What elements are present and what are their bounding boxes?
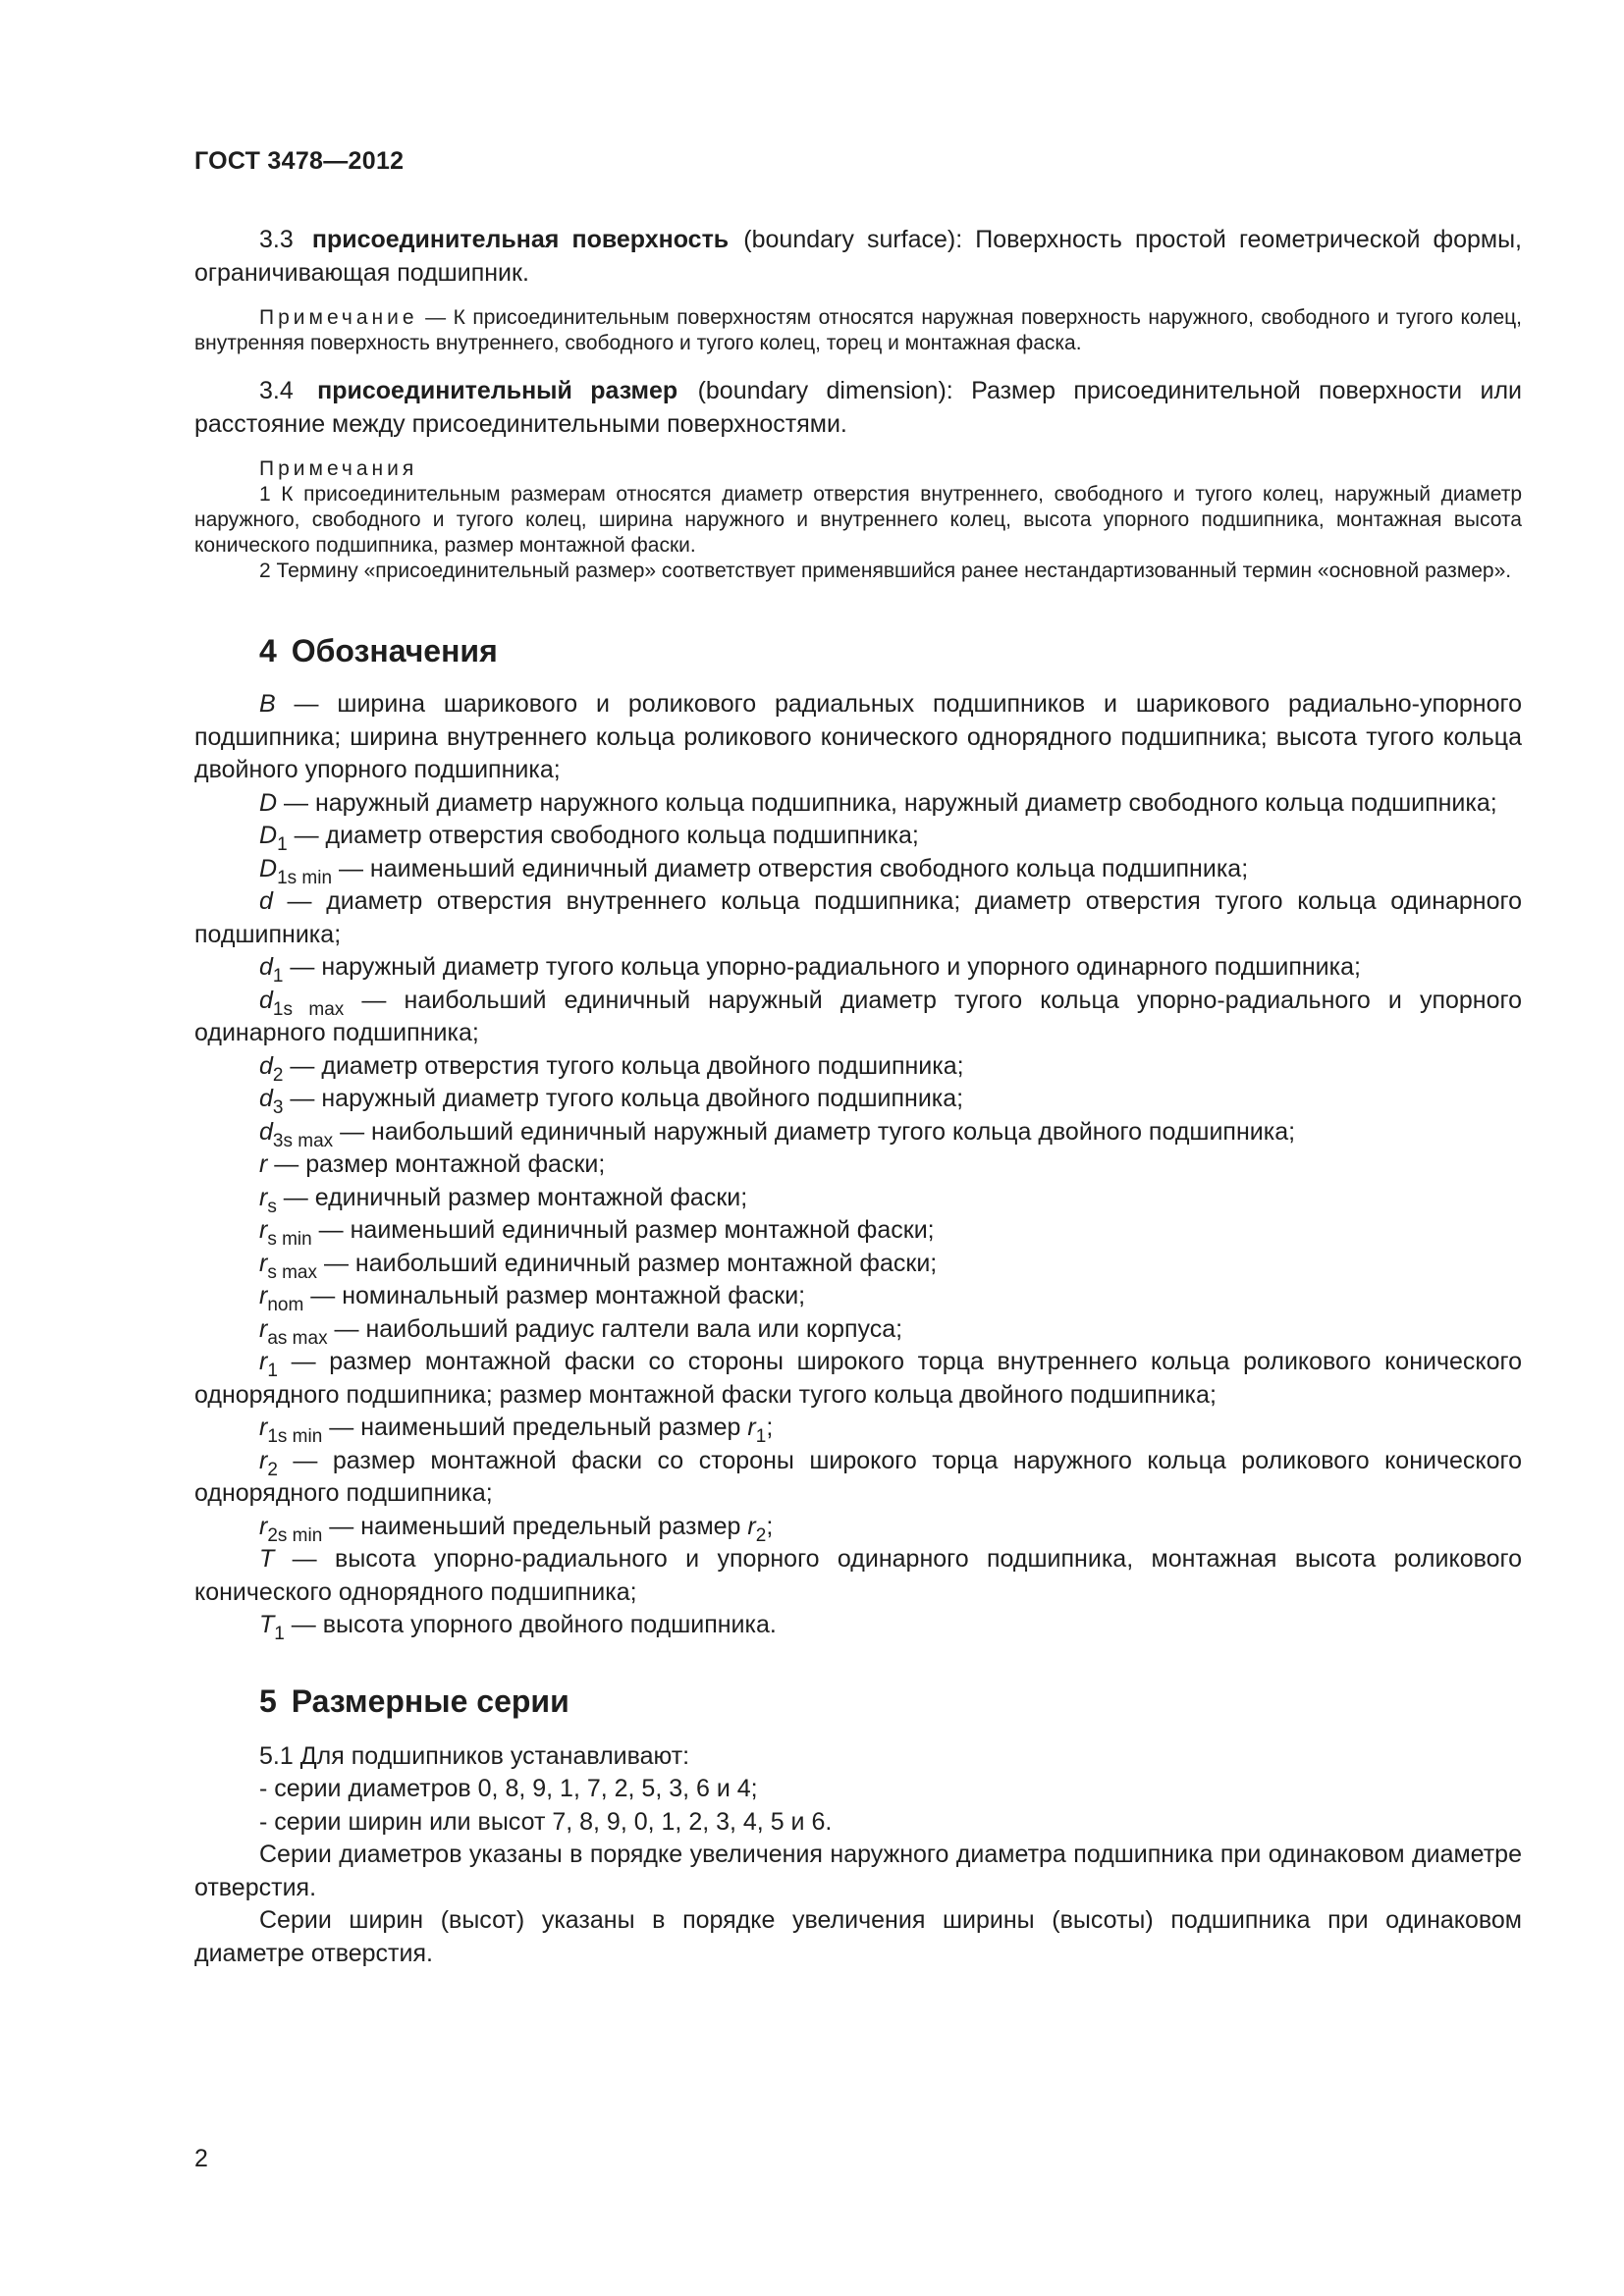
clause-3-3-note — [194, 305, 1522, 356]
designation-item: $d_1$ — наружный диаметр тугого кольца упорно-радиального и упорного одинарного подшипника; — [259, 953, 1361, 987]
designation-item: $r_{s max}$ — наибольший единичный размер монтажной фаски; — [259, 1249, 938, 1283]
designation-item: $r_{s min}$ — наименьший единичный размер монтажной фаски; — [259, 1216, 935, 1250]
designation-item: $d_3$ — наружный диаметр тугого кольца двойного подшипника; — [259, 1085, 964, 1118]
section-number: 4 — [259, 633, 277, 668]
designation-item: d — диаметр отверстия внутреннего кольца подшипника; диаметр отверстия тугого кольца одинарного подшипника; — [194, 887, 1522, 948]
designation-item: $r_s$ — единичный размер монтажной фаски; — [259, 1183, 748, 1217]
term-english: (boundary surface) — [743, 226, 956, 253]
designation-item: $r_1$ — размер монтажной фаски со стороны широкого торца внутреннего кольца роликового конического однорядного подшипника; размер монтажной фаски тугого кольца двойного подшипника; — [194, 1348, 1522, 1409]
designation-item: $r_{nom}$ — номинальный размер монтажной фаски; — [259, 1282, 806, 1315]
designation-item: T — высота упорно-радиального и упорного одинарного подшипника, монтажная высота роликового конического однорядного подшипника; — [194, 1545, 1522, 1606]
term-english: (boundary dimension) — [697, 377, 947, 404]
clause-3-4 — [194, 375, 1522, 441]
width-series-note: Серии ширин (высот) указаны в порядке увеличения ширины (высоты) подшипника при одинаковом диаметре отверстия. — [194, 1906, 1522, 1967]
section-title: Размерные серии — [291, 1682, 569, 1719]
clause-3-4-note-1: 1 К присоединительным размерам относятся диаметр отверстия внутреннего, свободного и тугого колец, наружный диаметр наружного, свободного и тугого колец, ширина наружного и внутреннего колец, высота упорного подшипника, монтажная высота конического подшипника, размер монтажной фаски. — [194, 483, 1522, 557]
term: присоединительный размер — [317, 377, 678, 404]
clause-number: 3.3 — [259, 226, 294, 253]
designation-item: $r_2$ — размер монтажной фаски со стороны широкого торца наружного кольца роликового конического однорядного подшипника; — [194, 1446, 1522, 1507]
designation-item: $r_{1s min}$ — наименьший предельный размер $r_1$; — [259, 1414, 774, 1447]
designation-item: $d_{3s max}$ — наибольший единичный наружный диаметр тугого кольца двойного подшипника; — [259, 1117, 1296, 1151]
designation-item: r — размер монтажной фаски; — [259, 1150, 606, 1178]
note-label: Примечание — [259, 306, 418, 329]
section-title: Обозначения — [291, 633, 498, 668]
designations-list — [194, 688, 1522, 1642]
width-series-item: - серии ширин или высот 7, 8, 9, 0, 1, 2, 3, 4, 5 и 6. — [259, 1807, 833, 1836]
note-text: — К присоединительным поверхностям относятся наружная поверхность наружного, свободного и тугого колец, внутренняя поверхность внутреннего, свободного и тугого колец, торец и монтажная фаска. — [194, 306, 1522, 354]
designation-item: $D_1$ — диаметр отверстия свободного кольца подшипника; — [259, 822, 919, 855]
designation-item: D — наружный диаметр наружного кольца подшипника, наружный диаметр свободного кольца подшипника; — [259, 788, 1497, 817]
designation-item: $d_2$ — диаметр отверстия тугого кольца двойного подшипника; — [259, 1051, 964, 1086]
page-content — [194, 224, 1522, 1970]
clause-3-3 — [194, 224, 1522, 290]
designation-item: $T_1$ — высота упорного двойного подшипника. — [259, 1611, 777, 1644]
designation-item: B — ширина шарикового и роликового радиальных подшипников и шарикового радиально-упорного подшипника; ширина внутреннего кольца роликового конического однорядного подшипника; высота тугого кольца двойного упорного подшипника; — [194, 690, 1522, 783]
diameter-series-item: - серии диаметров 0, 8, 9, 1, 7, 2, 5, 3, 6 и 4; — [259, 1775, 758, 1802]
clause-5-1: 5.1 Для подшипников устанавливают: — [259, 1741, 690, 1770]
clause-3-4-note-2: 2 Термину «присоединительный размер» соответствует применявшийся ранее нестандартизованный термин «основной размер». — [259, 560, 1512, 582]
section-5-heading — [259, 1682, 1522, 1721]
term-definition: : Размер присоединительной поверхности или расстояние между присоединительными поверхностями. — [194, 377, 1523, 438]
term: присоединительная поверхность — [311, 226, 730, 253]
designation-item: $D_{1s min}$ — наименьший единичный диаметр отверстия свободного кольца подшипника; — [259, 854, 1249, 888]
clause-number: 3.4 — [259, 377, 294, 404]
section-4-heading — [259, 631, 1522, 670]
section-number: 5 — [259, 1682, 277, 1719]
designation-item: $r_{2s min}$ — наименьший предельный размер $r_2$; — [259, 1512, 774, 1546]
term-definition: : Поверхность простой геометрической формы, ограничивающая подшипник. — [194, 226, 1522, 287]
diameter-series-note: Серии диаметров указаны в порядке увеличения наружного диаметра подшипника при одинаковом диаметре отверстия. — [194, 1841, 1522, 1901]
clause-3-4-notes-label: Примечания — [259, 457, 418, 480]
designation-item: $r_{as max}$ — наибольший радиус галтели вала или корпуса; — [259, 1314, 903, 1349]
designation-item: $d_{1s max}$ — наибольший единичный наружный диаметр тугого кольца упорно-радиального и упорного одинарного подшипника; — [194, 986, 1522, 1046]
document-header: ГОСТ 3478—2012 — [194, 147, 405, 175]
page-number: 2 — [194, 2145, 208, 2172]
